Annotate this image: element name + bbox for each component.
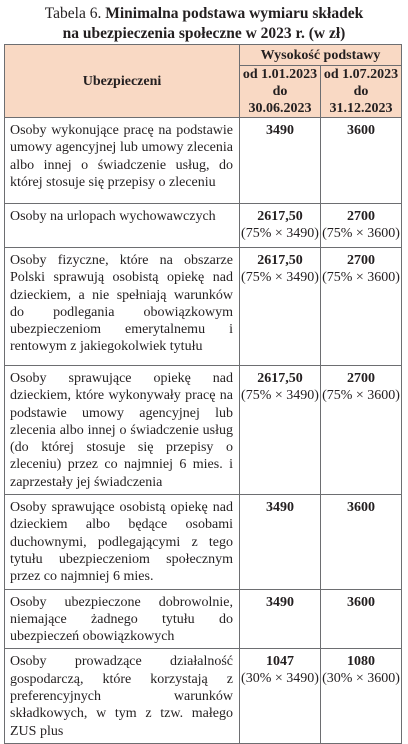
- amount: 3600: [347, 123, 375, 138]
- amount: 3490: [266, 123, 294, 138]
- value-period-1: [240, 248, 321, 366]
- table-row: [5, 204, 402, 248]
- value-period-2: [321, 248, 402, 366]
- formula: (75% × 3490): [241, 270, 319, 285]
- title-line-1: [0, 4, 408, 24]
- amount: 3600: [347, 500, 375, 516]
- row-description: Osoby fizyczne, które na obszarze Polski sprawują osobistą opiekę nad dzieckiem, a nie spełniają warunków do podlegania obowiązkowym ubezpieczeniom emerytalnemu i rentowym z jakiegokolwiek tytułu: [5, 248, 240, 366]
- header-period-2-to: do 31.12.2023: [329, 84, 393, 116]
- header-period-1-from: od 1.01.2023: [242, 67, 318, 82]
- contribution-table: [4, 44, 402, 744]
- value-period-2: [321, 204, 402, 248]
- amount: 2617,50: [257, 209, 303, 224]
- value-period-1: [240, 204, 321, 248]
- value-period-2: [321, 589, 402, 649]
- formula: (30% × 3600): [322, 671, 400, 687]
- row-description: Osoby sprawujące opiekę nad dzieckiem, które wykonywały pracę na podstawie umowy agencyjnej lub zlecenia albo innej o świadczenie usług (do której stosuje się przepisy o zleceniu) przez co najmniej 6 mies. i zaprzestały jej świadczenia: [5, 366, 240, 495]
- value-period-1: [240, 495, 321, 589]
- table-row: [5, 495, 402, 589]
- amount: 2700: [347, 209, 375, 224]
- table-row: [5, 589, 402, 649]
- table-row: [5, 118, 402, 204]
- formula: (75% × 3600): [322, 226, 400, 241]
- header-insured: Ubezpieczeni: [5, 45, 240, 118]
- value-period-2: [321, 495, 402, 589]
- header-period-1-to: do 30.06.2023: [248, 84, 312, 116]
- amount: 2700: [347, 253, 375, 268]
- value-period-1: [240, 118, 321, 204]
- amount: 1047: [266, 654, 294, 670]
- header-period-2-from: od 1.07.2023: [323, 67, 399, 82]
- row-description: Osoby na urlopach wychowawczych: [5, 204, 240, 248]
- value-period-1: [240, 649, 321, 743]
- formula: (75% × 3600): [322, 388, 400, 403]
- title-bold: Minimalna podstawa wymiaru składek: [105, 5, 364, 22]
- title-line-2: na ubezpieczenia społeczne w 2023 r. (w zł): [62, 25, 346, 42]
- amount: 3490: [266, 500, 294, 516]
- formula: (75% × 3490): [241, 226, 319, 241]
- table-row: [5, 649, 402, 743]
- value-period-2: [321, 366, 402, 495]
- amount: 2700: [347, 371, 375, 386]
- formula: (30% × 3490): [241, 671, 319, 687]
- table-title: [0, 4, 408, 44]
- formula: (75% × 3600): [322, 270, 400, 285]
- row-description: Osoby sprawujące osobistą opiekę nad dzieckiem albo będące osobami duchownymi, podlegającymi z tego tytułu ubezpieczeniom społecznym przez co najmniej 6 mies.: [5, 495, 240, 589]
- table-row: [5, 366, 402, 495]
- amount: 2617,50: [257, 371, 303, 386]
- row-description: Osoby prowadzące działalność gospodarczą, które korzystają z preferencyjnych warunków składkowych, w tym z tzw. małego ZUS plus: [5, 649, 240, 743]
- amount: 3600: [347, 594, 375, 610]
- row-description: Osoby wykonujące pracę na podstawie umowy agencyjnej lub umowy zlecenia albo innej o świadczenie usług, do której stosuje się przepisy o zleceniu: [5, 118, 240, 204]
- value-period-1: [240, 366, 321, 495]
- amount: 1080: [347, 654, 375, 670]
- amount: 2617,50: [257, 253, 303, 268]
- row-description: Osoby ubezpieczone dobrowolnie, niemające żadnego tytułu do ubezpieczeń obowiązkowych: [5, 589, 240, 649]
- formula: (75% × 3490): [241, 388, 319, 403]
- value-period-1: [240, 589, 321, 649]
- value-period-2: [321, 649, 402, 743]
- header-period-2: [321, 66, 402, 118]
- amount: 3490: [266, 594, 294, 610]
- title-prefix: Tabela 6.: [44, 5, 102, 22]
- value-period-2: [321, 118, 402, 204]
- header-period-1: [240, 66, 321, 118]
- header-base-amount: Wysokość podstawy: [240, 45, 402, 66]
- table-row: [5, 248, 402, 366]
